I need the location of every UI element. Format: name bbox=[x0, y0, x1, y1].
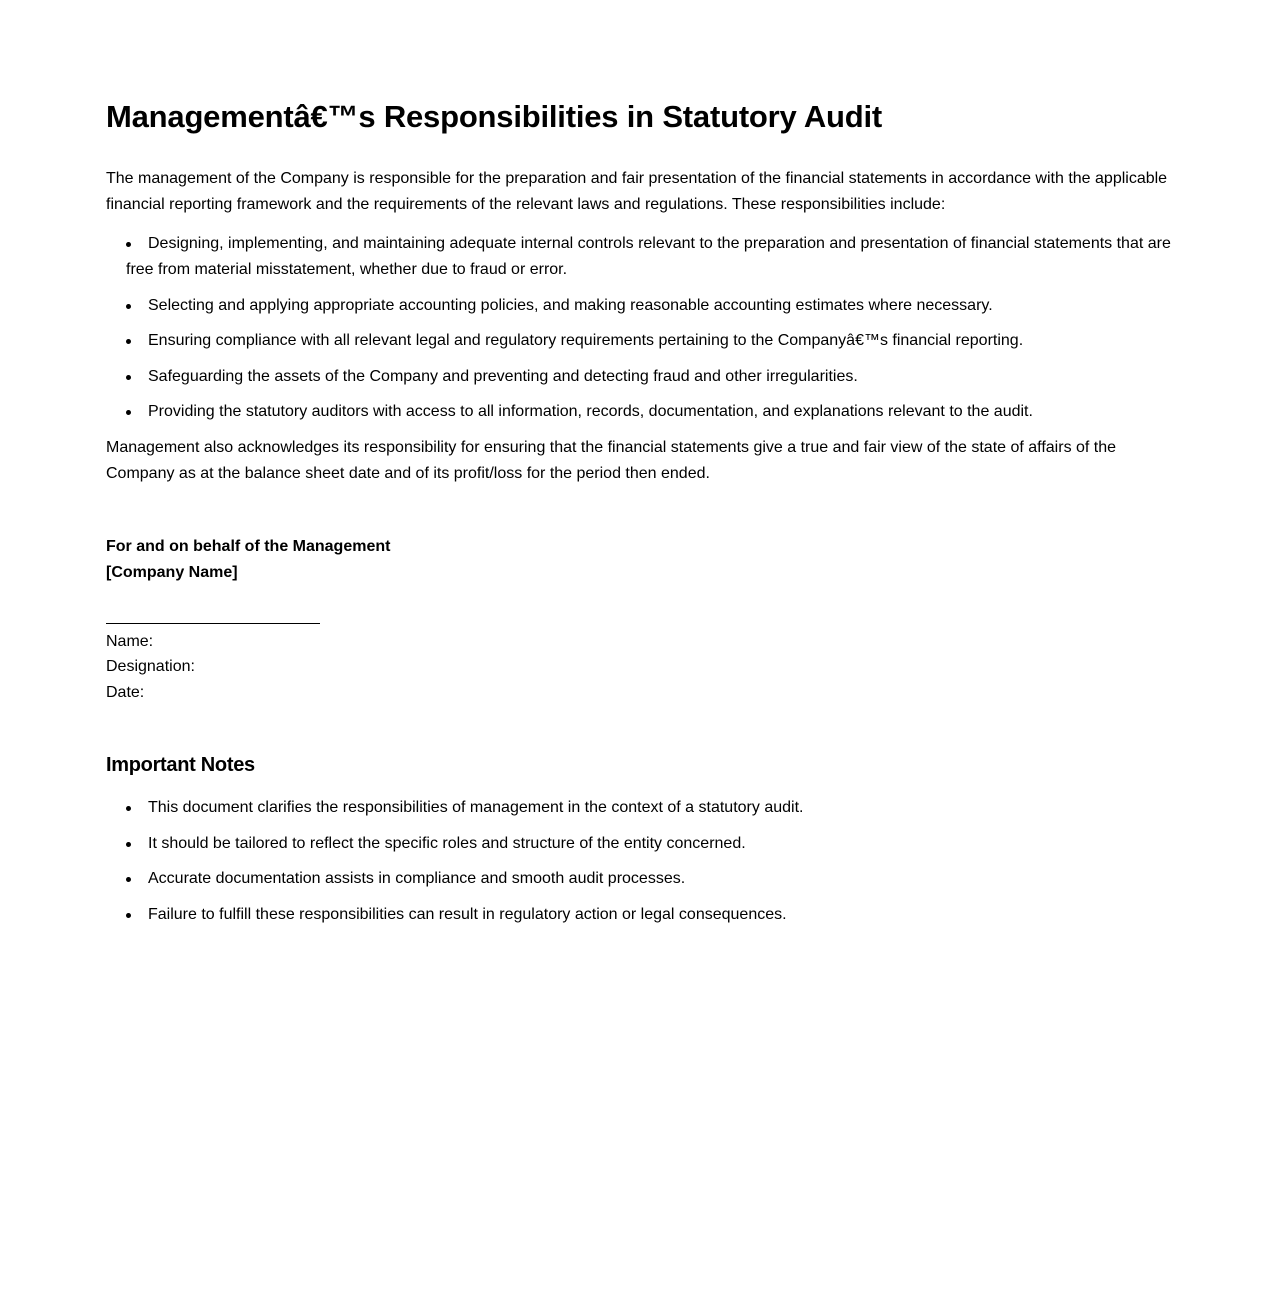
list-item: Accurate documentation assists in compliance and smooth audit processes. bbox=[126, 866, 1178, 892]
list-item: Ensuring compliance with all relevant legal and regulatory requirements pertaining to the Companyâ€™s financial reporting. bbox=[126, 328, 1178, 354]
intro-paragraph: The management of the Company is responsible for the preparation and fair presentation of the financial statements in accordance with the applicable financial reporting framework and the requirements of the relevant laws and regulations. These responsibilities include: bbox=[106, 170, 1168, 213]
designation-label: Designation: bbox=[106, 658, 195, 675]
list-item: This document clarifies the responsibilities of management in the context of a statutory audit. bbox=[126, 795, 1178, 821]
list-item: It should be tailored to reflect the specific roles and structure of the entity concerned. bbox=[126, 831, 1178, 857]
responsibilities-list bbox=[106, 231, 1178, 425]
list-item: Providing the statutory auditors with access to all information, records, documentation, and explanations relevant to the audit. bbox=[126, 399, 1178, 425]
notes-list bbox=[106, 795, 1178, 928]
date-label: Date: bbox=[106, 683, 145, 701]
page-title: Managementâ€™s Responsibilities in Statutory Audit bbox=[106, 99, 883, 134]
signature-fields bbox=[106, 629, 1178, 706]
list-item: Failure to fulfill these responsibilities can result in regulatory action or legal consequences. bbox=[126, 902, 1178, 928]
list-item: Safeguarding the assets of the Company and preventing and detecting fraud and other irregularities. bbox=[126, 364, 1178, 390]
on-behalf-label: For and on behalf of the Management bbox=[106, 537, 391, 555]
company-name-placeholder: [Company Name] bbox=[106, 563, 238, 581]
list-item: Designing, implementing, and maintaining adequate internal controls relevant to the preparation and presentation of financial statements that are free from material misstatement, whether due to fraud or error. bbox=[126, 231, 1178, 283]
name-label: Name: bbox=[106, 632, 154, 650]
list-item: Selecting and applying appropriate accounting policies, and making reasonable accounting estimates where necessary. bbox=[126, 293, 1178, 319]
closing-paragraph: Management also acknowledges its responsibility for ensuring that the financial statements give a true and fair view of the state of affairs of the Company as at the balance sheet date and of its profit/loss for the period then ended. bbox=[106, 438, 1117, 482]
notes-heading: Important Notes bbox=[106, 754, 255, 776]
signature-line bbox=[106, 623, 320, 624]
signature-block bbox=[106, 534, 1178, 706]
